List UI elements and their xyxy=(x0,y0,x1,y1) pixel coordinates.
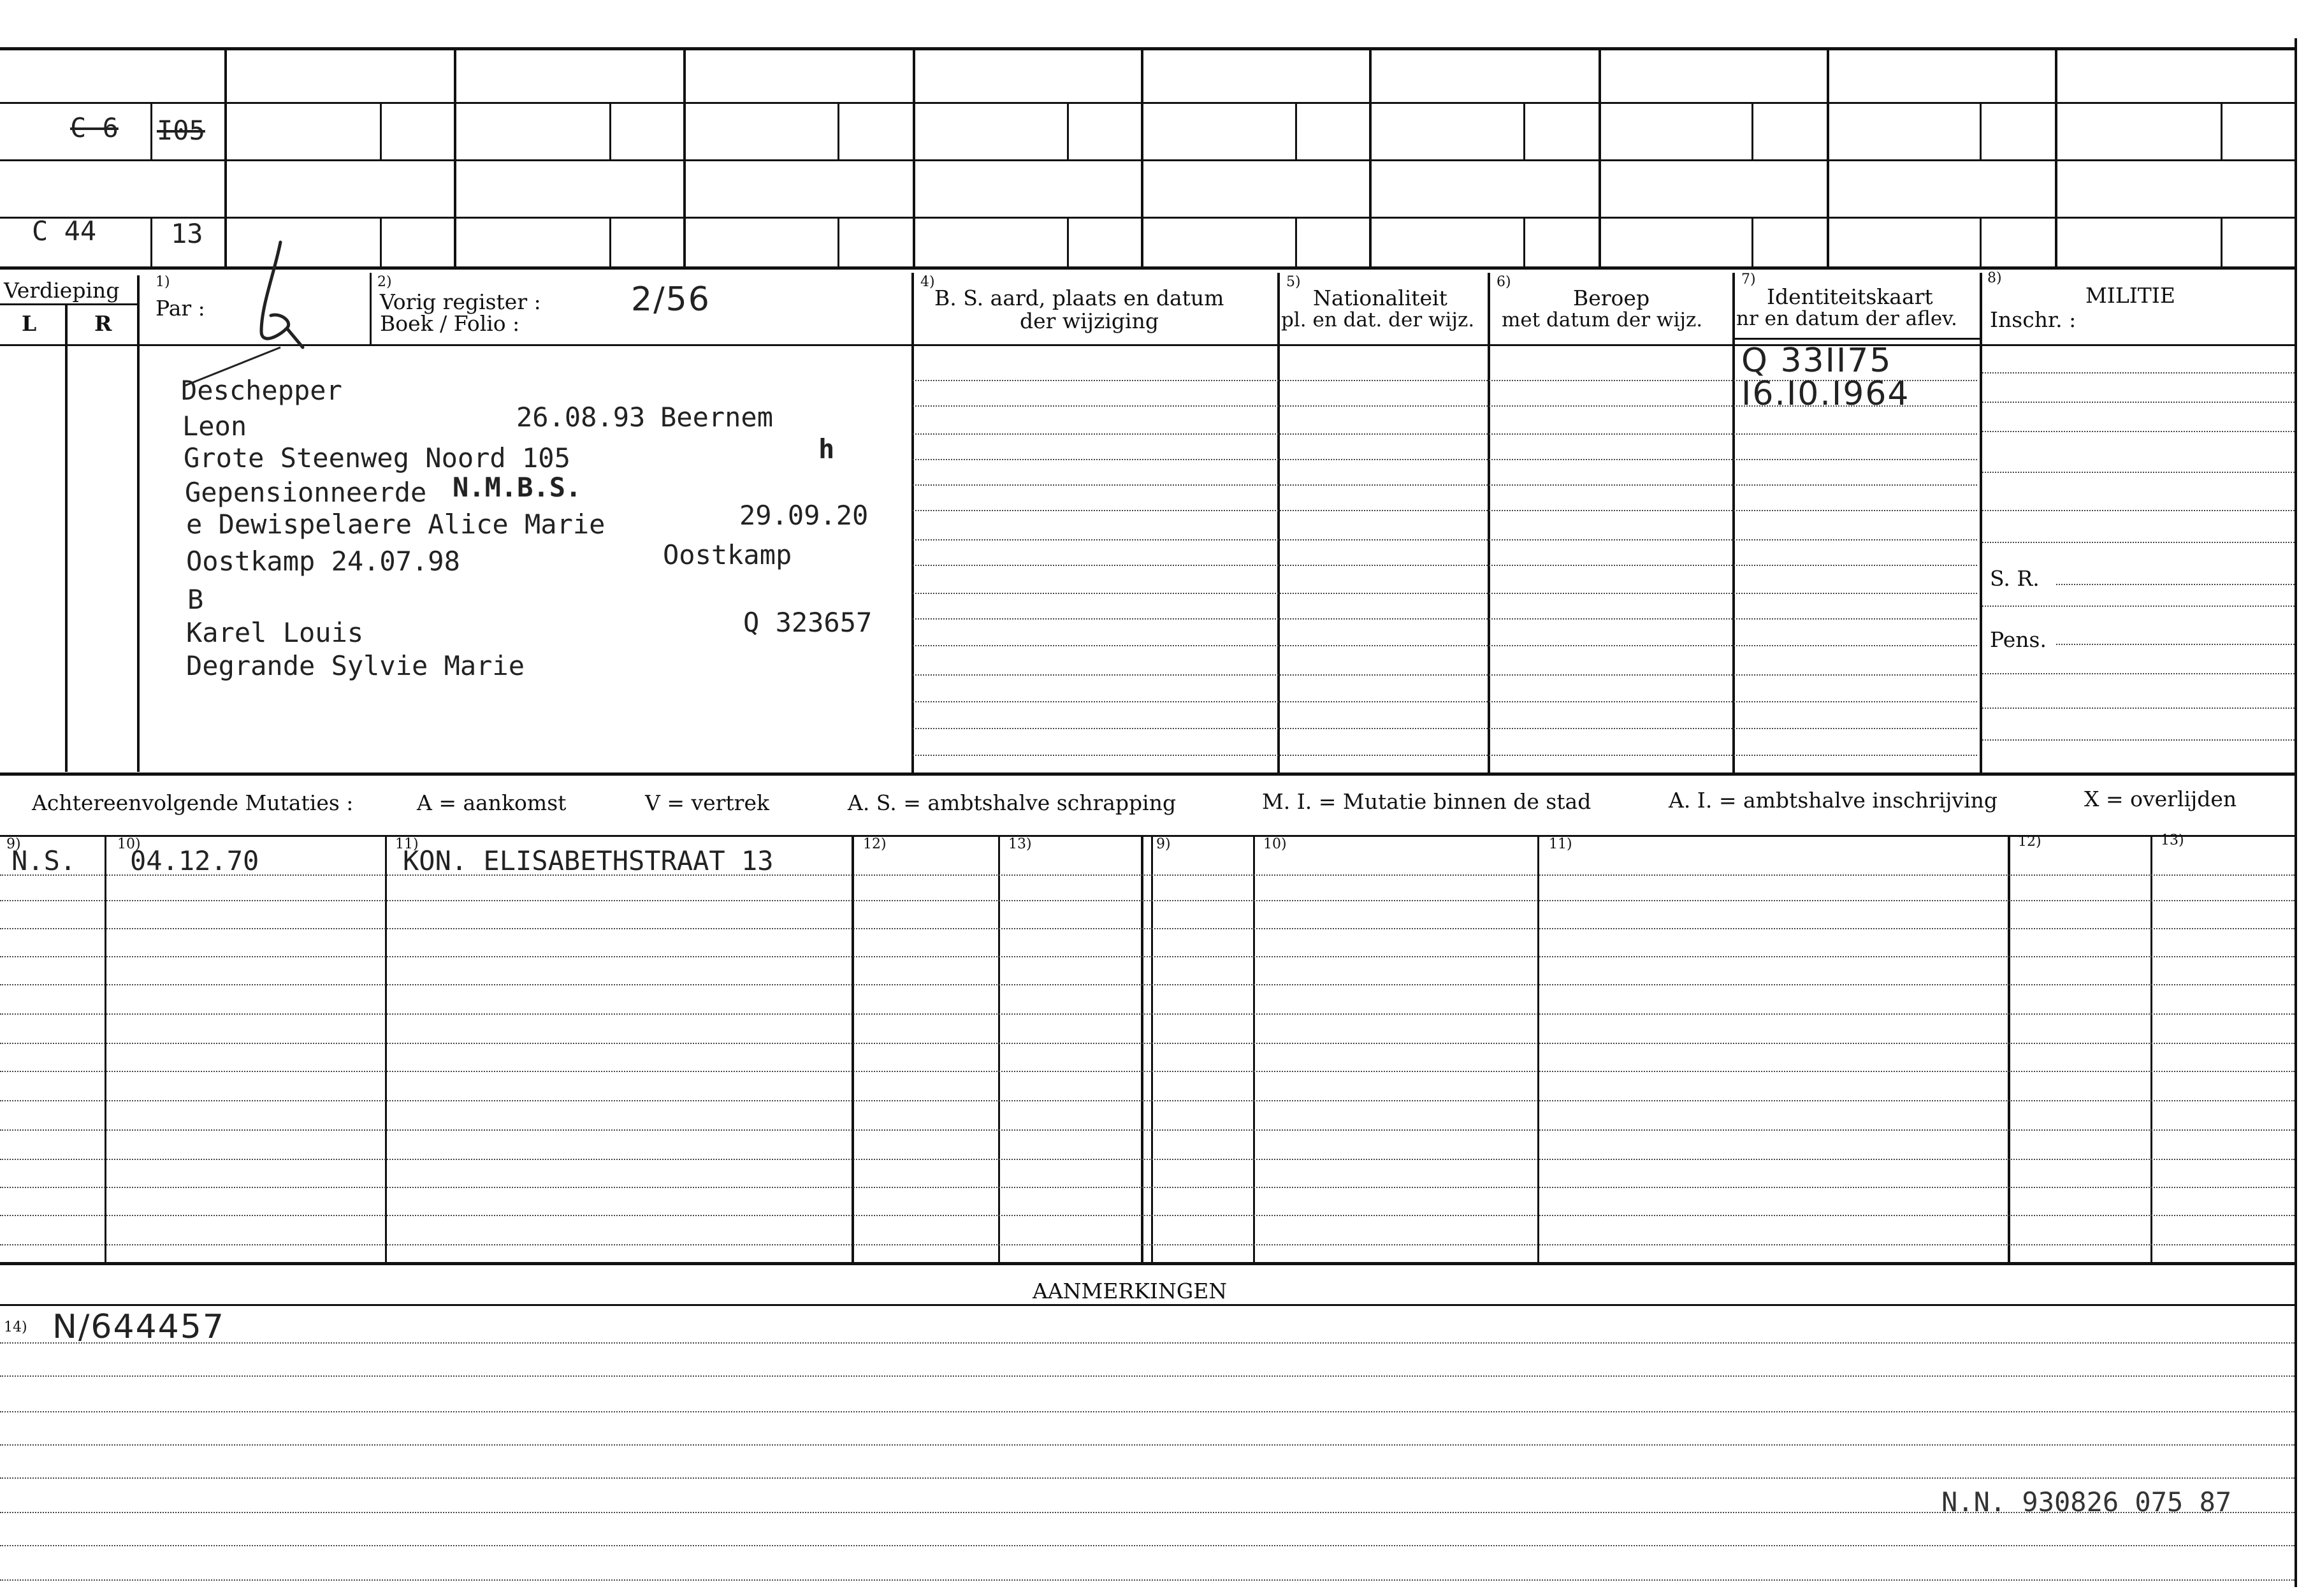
dotted-rule xyxy=(1982,372,2295,374)
legend-inschrijving: A. I. = ambtshalve inschrijving xyxy=(1669,788,1998,813)
rule xyxy=(837,217,839,268)
dotted-rule xyxy=(0,1244,2295,1245)
beroep-header-line2: met datum der wijz. xyxy=(1502,308,1703,331)
father-id: Q 323657 xyxy=(743,607,873,638)
rule xyxy=(0,835,2295,837)
legend-vertrek: V = vertrek xyxy=(645,790,769,815)
dotted-rule xyxy=(0,1444,2295,1446)
rule xyxy=(0,773,2295,776)
footnote-marker: 2) xyxy=(377,274,392,290)
birth-place: Beernem xyxy=(660,402,774,433)
nationality-header-line2: pl. en dat. der wijz. xyxy=(1281,308,1475,331)
footnote-marker: 5) xyxy=(1286,274,1301,290)
id-header-line2: nr en datum der aflev. xyxy=(1736,307,1957,330)
rule xyxy=(454,47,456,268)
rule xyxy=(1523,102,1525,159)
father: Karel Louis xyxy=(186,617,364,648)
dotted-rule xyxy=(2056,584,2295,585)
dotted-rule xyxy=(1982,707,2295,709)
rule xyxy=(1980,102,1982,159)
rule xyxy=(911,273,914,773)
dotted-rule xyxy=(0,874,2295,876)
rule xyxy=(2055,47,2057,268)
dotted-rule xyxy=(0,1100,2295,1101)
legend-schrapping: A. S. = ambtshalve schrapping xyxy=(848,790,1177,815)
old-register-number: I05 xyxy=(157,115,205,146)
id-card-date: I6.I0.I964 xyxy=(1741,375,1910,413)
aanmerkingen-title: AANMERKINGEN xyxy=(1033,1279,1228,1303)
dotted-rule xyxy=(913,728,1977,729)
rule xyxy=(1141,47,1143,268)
footnote-marker: 7) xyxy=(1741,272,1756,287)
address: Grote Steenweg Noord 105 xyxy=(184,442,570,474)
footnote-marker: 9) xyxy=(6,836,21,852)
rule xyxy=(380,102,382,159)
rule xyxy=(2221,102,2222,159)
dotted-rule xyxy=(0,1545,2295,1546)
boek-folio-label: Boek / Folio : xyxy=(380,311,520,336)
dotted-rule xyxy=(913,618,1977,620)
mutatie-date: 04.12.70 xyxy=(130,845,259,876)
nationality: B xyxy=(187,584,204,615)
mother: Degrande Sylvie Marie xyxy=(186,650,525,681)
footnote-marker: 11) xyxy=(1549,836,1572,852)
militie-header: MILITIE xyxy=(2085,283,2175,308)
footnote-marker: 4) xyxy=(920,274,935,290)
rule xyxy=(0,1304,2295,1306)
rule xyxy=(913,47,915,268)
dotted-rule xyxy=(1982,431,2295,432)
dotted-rule xyxy=(0,1043,2295,1044)
footnote-marker: 10) xyxy=(117,836,141,852)
sr-label: S. R. xyxy=(1990,566,2040,591)
rule xyxy=(1980,217,1982,268)
footnote-marker: 13) xyxy=(2161,832,2184,848)
first-name: Leon xyxy=(182,410,247,442)
rule xyxy=(0,344,2295,346)
beroep-header-line1: Beroep xyxy=(1573,286,1650,310)
footnote-marker: 8) xyxy=(1987,270,2002,286)
rule xyxy=(0,303,137,305)
dotted-rule xyxy=(913,565,1977,566)
spouse-birth: Oostkamp 24.07.98 xyxy=(186,546,460,577)
dotted-rule xyxy=(0,900,2295,901)
rule xyxy=(224,47,227,268)
dotted-rule xyxy=(0,1013,2295,1015)
par-label: Par : xyxy=(156,296,205,321)
vorig-register-label: Vorig register : xyxy=(380,289,541,314)
rule xyxy=(1732,273,1735,773)
rule xyxy=(1067,102,1069,159)
footnote-marker: 14) xyxy=(4,1319,27,1335)
legend-mutatie-binnen: M. I. = Mutatie binnen de stad xyxy=(1262,789,1592,814)
rule xyxy=(1523,217,1525,268)
rule xyxy=(0,102,2295,104)
rule xyxy=(150,217,152,268)
dotted-rule xyxy=(0,928,2295,929)
dotted-rule xyxy=(913,484,1977,486)
dotted-rule xyxy=(913,755,1977,756)
mutatie-address: KON. ELISABETHSTRAAT 13 xyxy=(403,845,774,876)
footnote-marker: 9) xyxy=(1156,836,1171,852)
dotted-rule xyxy=(0,1215,2295,1216)
rule xyxy=(65,303,68,772)
footnote-marker: 13) xyxy=(1008,836,1032,852)
rule xyxy=(1751,217,1753,268)
dotted-rule xyxy=(0,1071,2295,1072)
dotted-rule xyxy=(1982,606,2295,607)
dotted-rule xyxy=(913,459,1977,460)
dotted-rule xyxy=(0,1159,2295,1160)
rule xyxy=(1751,102,1753,159)
dotted-rule xyxy=(913,701,1977,702)
aanmerking-number: N/644457 xyxy=(52,1308,225,1346)
dotted-rule xyxy=(0,1579,2295,1581)
mutaties-title: Achtereenvolgende Mutaties : xyxy=(32,790,354,815)
dotted-rule xyxy=(0,984,2295,985)
footnote-marker: 11) xyxy=(395,836,419,852)
dotted-rule xyxy=(0,1342,2295,1344)
footnote-marker: 6) xyxy=(1497,274,1511,290)
spouse-date: 29.09.20 xyxy=(739,500,869,531)
dotted-rule xyxy=(1982,472,2295,473)
rule xyxy=(0,266,2295,270)
register-number: 13 xyxy=(171,218,203,249)
dotted-rule xyxy=(913,433,1977,435)
mutatie-code: N.S. xyxy=(11,845,76,876)
rule xyxy=(2295,38,2297,1587)
surname: Deschepper xyxy=(181,375,342,406)
rule xyxy=(1488,273,1490,773)
bs-header-line1: B. S. aard, plaats en datum xyxy=(934,286,1224,310)
dotted-rule xyxy=(0,956,2295,957)
verdieping-label: Verdieping xyxy=(4,278,120,303)
dotted-rule xyxy=(913,593,1977,594)
rule xyxy=(380,217,382,268)
birth-date: 26.08.93 xyxy=(516,402,646,433)
occupation: Gepensionneerde xyxy=(185,477,427,508)
rule xyxy=(1277,273,1280,773)
nationality-header-line1: Nationaliteit xyxy=(1313,286,1447,310)
footnote-marker: 10) xyxy=(1263,836,1287,852)
rule xyxy=(1827,47,1829,268)
rule xyxy=(1295,102,1297,159)
dotted-rule xyxy=(1982,510,2295,511)
register-value: 2/56 xyxy=(631,280,711,319)
id-card-number: Q 33II75 xyxy=(1741,342,1892,380)
inschr-label: Inschr. : xyxy=(1990,307,2077,332)
dotted-rule xyxy=(913,539,1977,540)
rule xyxy=(0,159,2295,161)
legend-aankomst: A = aankomst xyxy=(417,790,567,815)
dotted-rule xyxy=(0,1411,2295,1412)
register-code: C 44 xyxy=(32,215,97,247)
national-number: N.N. 930826 075 87 xyxy=(1941,1486,2232,1518)
rule xyxy=(137,275,140,772)
rule xyxy=(1980,273,1982,773)
footnote-marker: 12) xyxy=(2018,834,2041,850)
spouse-place: Oostkamp xyxy=(663,539,792,570)
rule xyxy=(0,1262,2295,1265)
rule xyxy=(0,217,2295,219)
footnote-marker: 1) xyxy=(156,274,170,290)
dotted-rule xyxy=(1982,542,2295,543)
dotted-rule xyxy=(0,1187,2295,1188)
rule xyxy=(609,102,611,159)
rule xyxy=(370,273,372,344)
dotted-rule xyxy=(0,1477,2295,1479)
rule xyxy=(837,102,839,159)
rule xyxy=(683,47,686,268)
spouse: e Dewispelaere Alice Marie xyxy=(186,509,605,540)
rule xyxy=(1732,338,1980,340)
col-r-label: R xyxy=(94,311,112,336)
old-register-code: C 6 xyxy=(70,112,119,143)
id-header-line1: Identiteitskaart xyxy=(1767,284,1933,309)
dotted-rule xyxy=(2056,644,2295,645)
dotted-rule xyxy=(913,674,1977,676)
dotted-rule xyxy=(1982,402,2295,403)
dotted-rule xyxy=(0,1375,2295,1377)
rule xyxy=(1599,47,1601,268)
dotted-rule xyxy=(913,645,1977,646)
dotted-rule xyxy=(1982,739,2295,741)
rule xyxy=(2221,217,2222,268)
dotted-rule xyxy=(913,510,1977,511)
dotted-rule xyxy=(0,1129,2295,1131)
mark-h: h xyxy=(818,433,835,465)
rule xyxy=(1369,47,1372,268)
dotted-rule xyxy=(1982,673,2295,674)
col-l-label: L xyxy=(22,311,37,336)
legend-overlijden: X = overlijden xyxy=(2084,787,2237,811)
bs-header-line2: der wijziging xyxy=(1020,308,1159,333)
pens-label: Pens. xyxy=(1990,627,2047,652)
rule xyxy=(1067,217,1069,268)
rule xyxy=(150,102,152,159)
footnote-marker: 12) xyxy=(863,836,887,852)
rule xyxy=(609,217,611,268)
employer: N.M.B.S. xyxy=(453,472,582,503)
rule xyxy=(0,47,2295,50)
rule xyxy=(1295,217,1297,268)
